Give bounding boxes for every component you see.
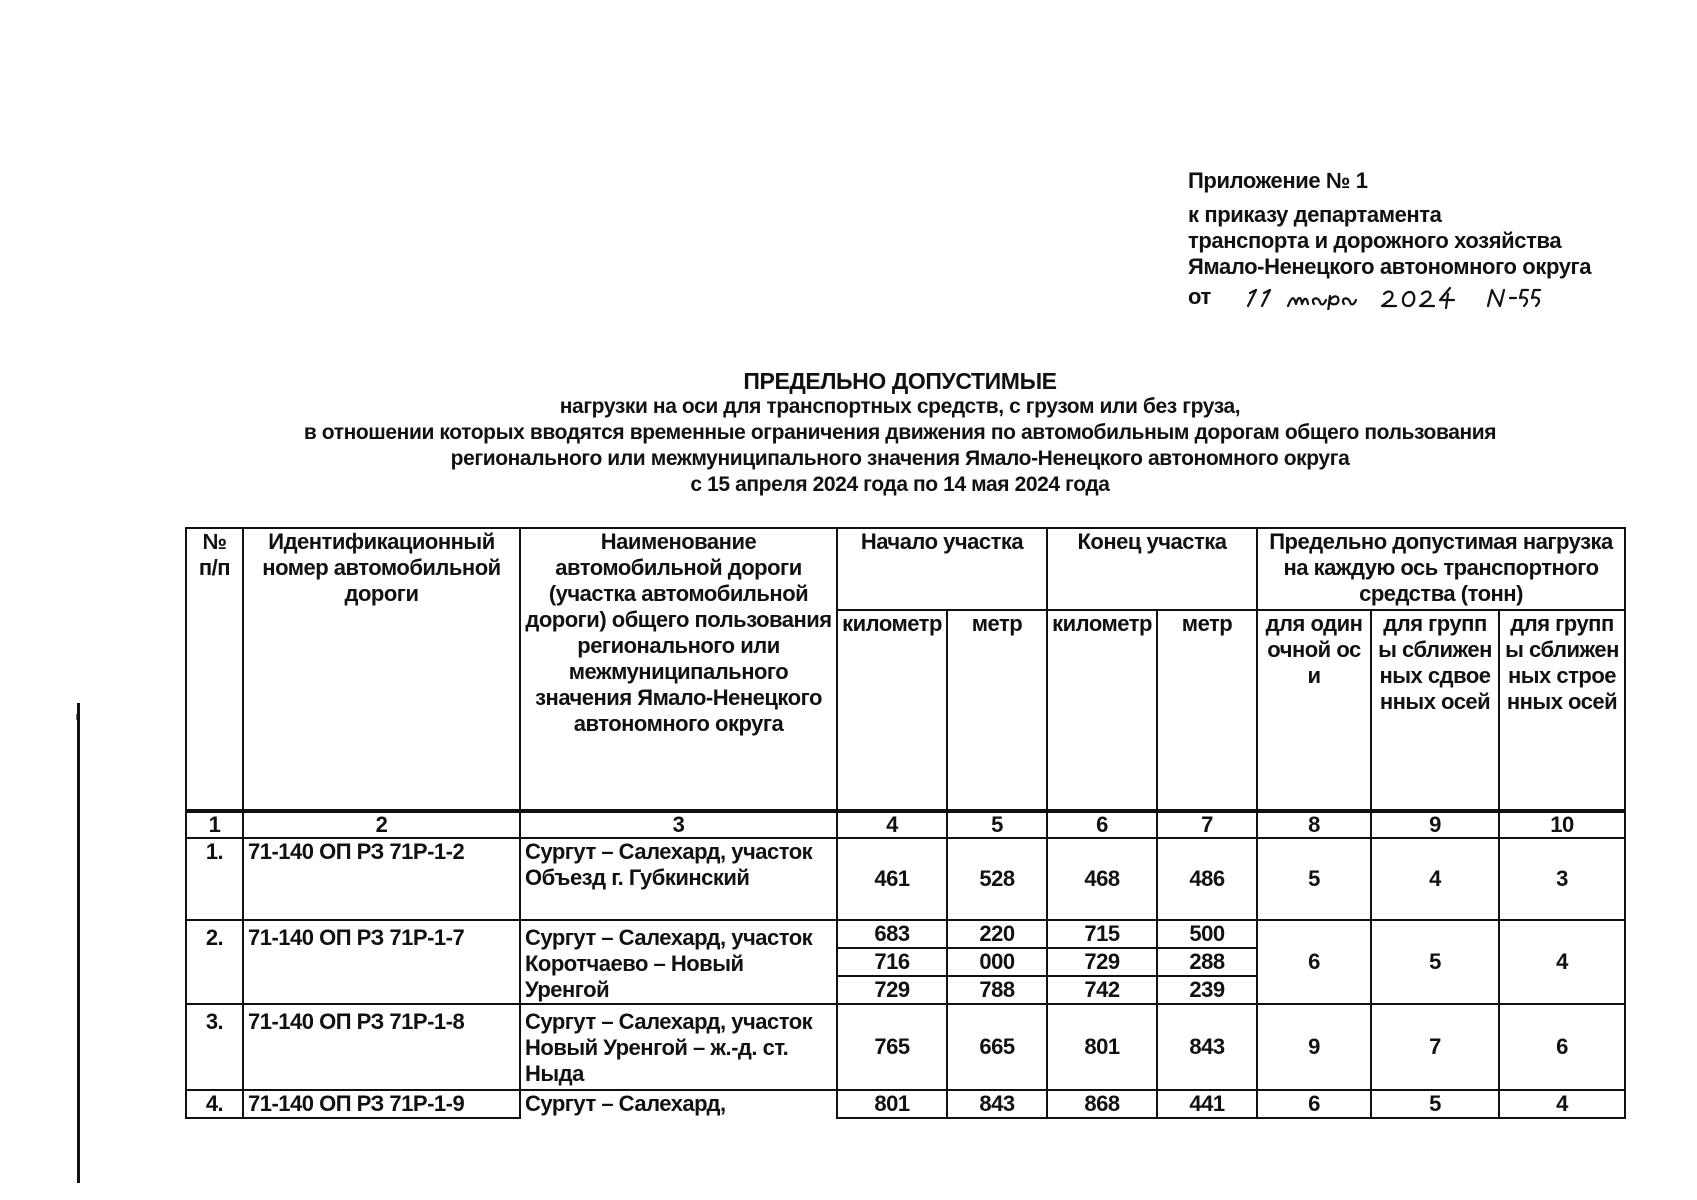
table-header-row [186,528,1625,610]
road-name: Сургут – Салехард, [520,1090,837,1118]
start-m: 843 [947,1090,1047,1118]
start-km: 461 [837,838,947,920]
header-start-m: метр [947,610,1047,811]
header-road-id: Идентификационный номер автомобильной дороги [243,528,520,811]
title-line-3: в отношении которых вводятся временные ограничения движения по автомобильным дорогам общего пользования [303,421,1497,444]
load-dual-axle: 5 [1371,920,1499,1004]
column-number: 8 [1257,811,1371,838]
row-number: 4. [186,1090,243,1118]
load-triple-axle: 4 [1499,1090,1625,1118]
start-m: 000 [947,948,1047,976]
end-km: 729 [1047,948,1157,976]
column-number: 4 [837,811,947,838]
end-m: 843 [1157,1004,1257,1090]
row-number: 1. [186,838,243,920]
column-number: 9 [1371,811,1499,838]
end-km: 468 [1047,838,1157,920]
column-number: 2 [243,811,520,838]
start-m: 220 [947,920,1047,948]
title-line-5: с 15 апреля 2024 года по 14 мая 2024 года [690,473,1110,496]
load-dual-axle: 5 [1371,1090,1499,1118]
header-num: № п/п [186,528,243,811]
road-name: Сургут – Салехард, участок Объезд г. Губкинский [520,838,837,920]
appendix-line-3: Ямало-Ненецкого автономного округа [1188,254,1592,279]
table-row [186,1004,1625,1090]
end-m: 500 [1157,920,1257,948]
start-km: 765 [837,1004,947,1090]
header-road-name: Наименование автомобильной дороги (участка автомобильной дороги) общего пользования регионального или межмуниципального значения Ямало-Ненецкого автономного округа [520,528,837,811]
end-m: 239 [1157,976,1257,1004]
start-km: 716 [837,948,947,976]
table-row [186,838,1625,920]
road-id: 71-140 ОП РЗ 71Р-1-2 [243,838,520,920]
header-single-axle: для одиночной оси [1257,610,1371,811]
appendix-block [1188,168,1668,310]
header-start: Начало участка [837,528,1047,610]
header-start-km: километр [837,610,947,811]
column-number: 5 [947,811,1047,838]
header-dual-axle: для группы сближенных сдвоенных осей [1371,610,1499,811]
load-dual-axle: 4 [1371,838,1499,920]
appendix-line-2: транспорта и дорожного хозяйства [1188,228,1562,253]
end-m: 486 [1157,838,1257,920]
start-m: 788 [947,976,1047,1004]
column-number: 7 [1157,811,1257,838]
title-line-1: ПРЕДЕЛЬНО ДОПУСТИМЫЕ [743,368,1057,394]
end-km: 801 [1047,1004,1157,1090]
load-triple-axle: 6 [1499,1004,1625,1090]
row-number: 3. [186,1004,243,1090]
column-number: 1 [186,811,243,838]
start-m: 665 [947,1004,1047,1090]
load-triple-axle: 4 [1499,920,1625,1004]
header-end-m: метр [1157,610,1257,811]
title-line-4: регионального или межмуниципального значения Ямало-Ненецкого автономного округа [450,447,1350,470]
appendix-line-1: к приказу департамента [1188,202,1442,227]
road-name: Сургут – Салехард, участок Новый Уренгой – ж.-д. ст. Ныда [520,1004,837,1090]
load-single-axle: 5 [1257,838,1371,920]
road-id: 71-140 ОП РЗ 71Р-1-9 [243,1090,520,1118]
load-single-axle: 6 [1257,1090,1371,1118]
end-m: 441 [1157,1090,1257,1118]
start-m: 528 [947,838,1047,920]
start-km: 683 [837,920,947,948]
end-km: 868 [1047,1090,1157,1118]
row-number: 2. [186,920,243,1004]
road-name: Сургут – Салехард, участок Коротчаево – Новый Уренгой [520,920,837,1004]
from-label: от [1188,284,1211,309]
title-line-2: нагрузки на оси для транспортных средств, с грузом или без груза, [559,395,1241,418]
start-km: 801 [837,1090,947,1118]
road-id: 71-140 ОП РЗ 71Р-1-8 [243,1004,520,1090]
column-number-row [186,811,1625,838]
header-triple-axle: для группы сближенных строенных осей [1499,610,1625,811]
left-margin-line [77,703,80,1183]
column-number: 3 [520,811,837,838]
road-id: 71-140 ОП РЗ 71Р-1-7 [243,920,520,1004]
load-single-axle: 9 [1257,1004,1371,1090]
scan-mark [76,714,77,720]
appendix-number: Приложение № 1 [1188,168,1368,193]
table-row [186,920,1625,948]
header-end: Конец участка [1047,528,1257,610]
axle-load-table [185,527,1626,1119]
end-km: 715 [1047,920,1157,948]
handwritten-date [1244,282,1604,310]
order-date-row [1188,280,1668,310]
header-end-km: километр [1047,610,1157,811]
column-number: 6 [1047,811,1157,838]
load-single-axle: 6 [1257,920,1371,1004]
start-km: 729 [837,976,947,1004]
load-triple-axle: 3 [1499,838,1625,920]
column-number: 10 [1499,811,1625,838]
end-m: 288 [1157,948,1257,976]
table-row [186,1090,1625,1118]
load-dual-axle: 7 [1371,1004,1499,1090]
document-title [140,368,1660,498]
end-km: 742 [1047,976,1157,1004]
header-limit: Предельно допустимая нагрузка на каждую ось транспортного средства (тонн) [1257,528,1625,610]
